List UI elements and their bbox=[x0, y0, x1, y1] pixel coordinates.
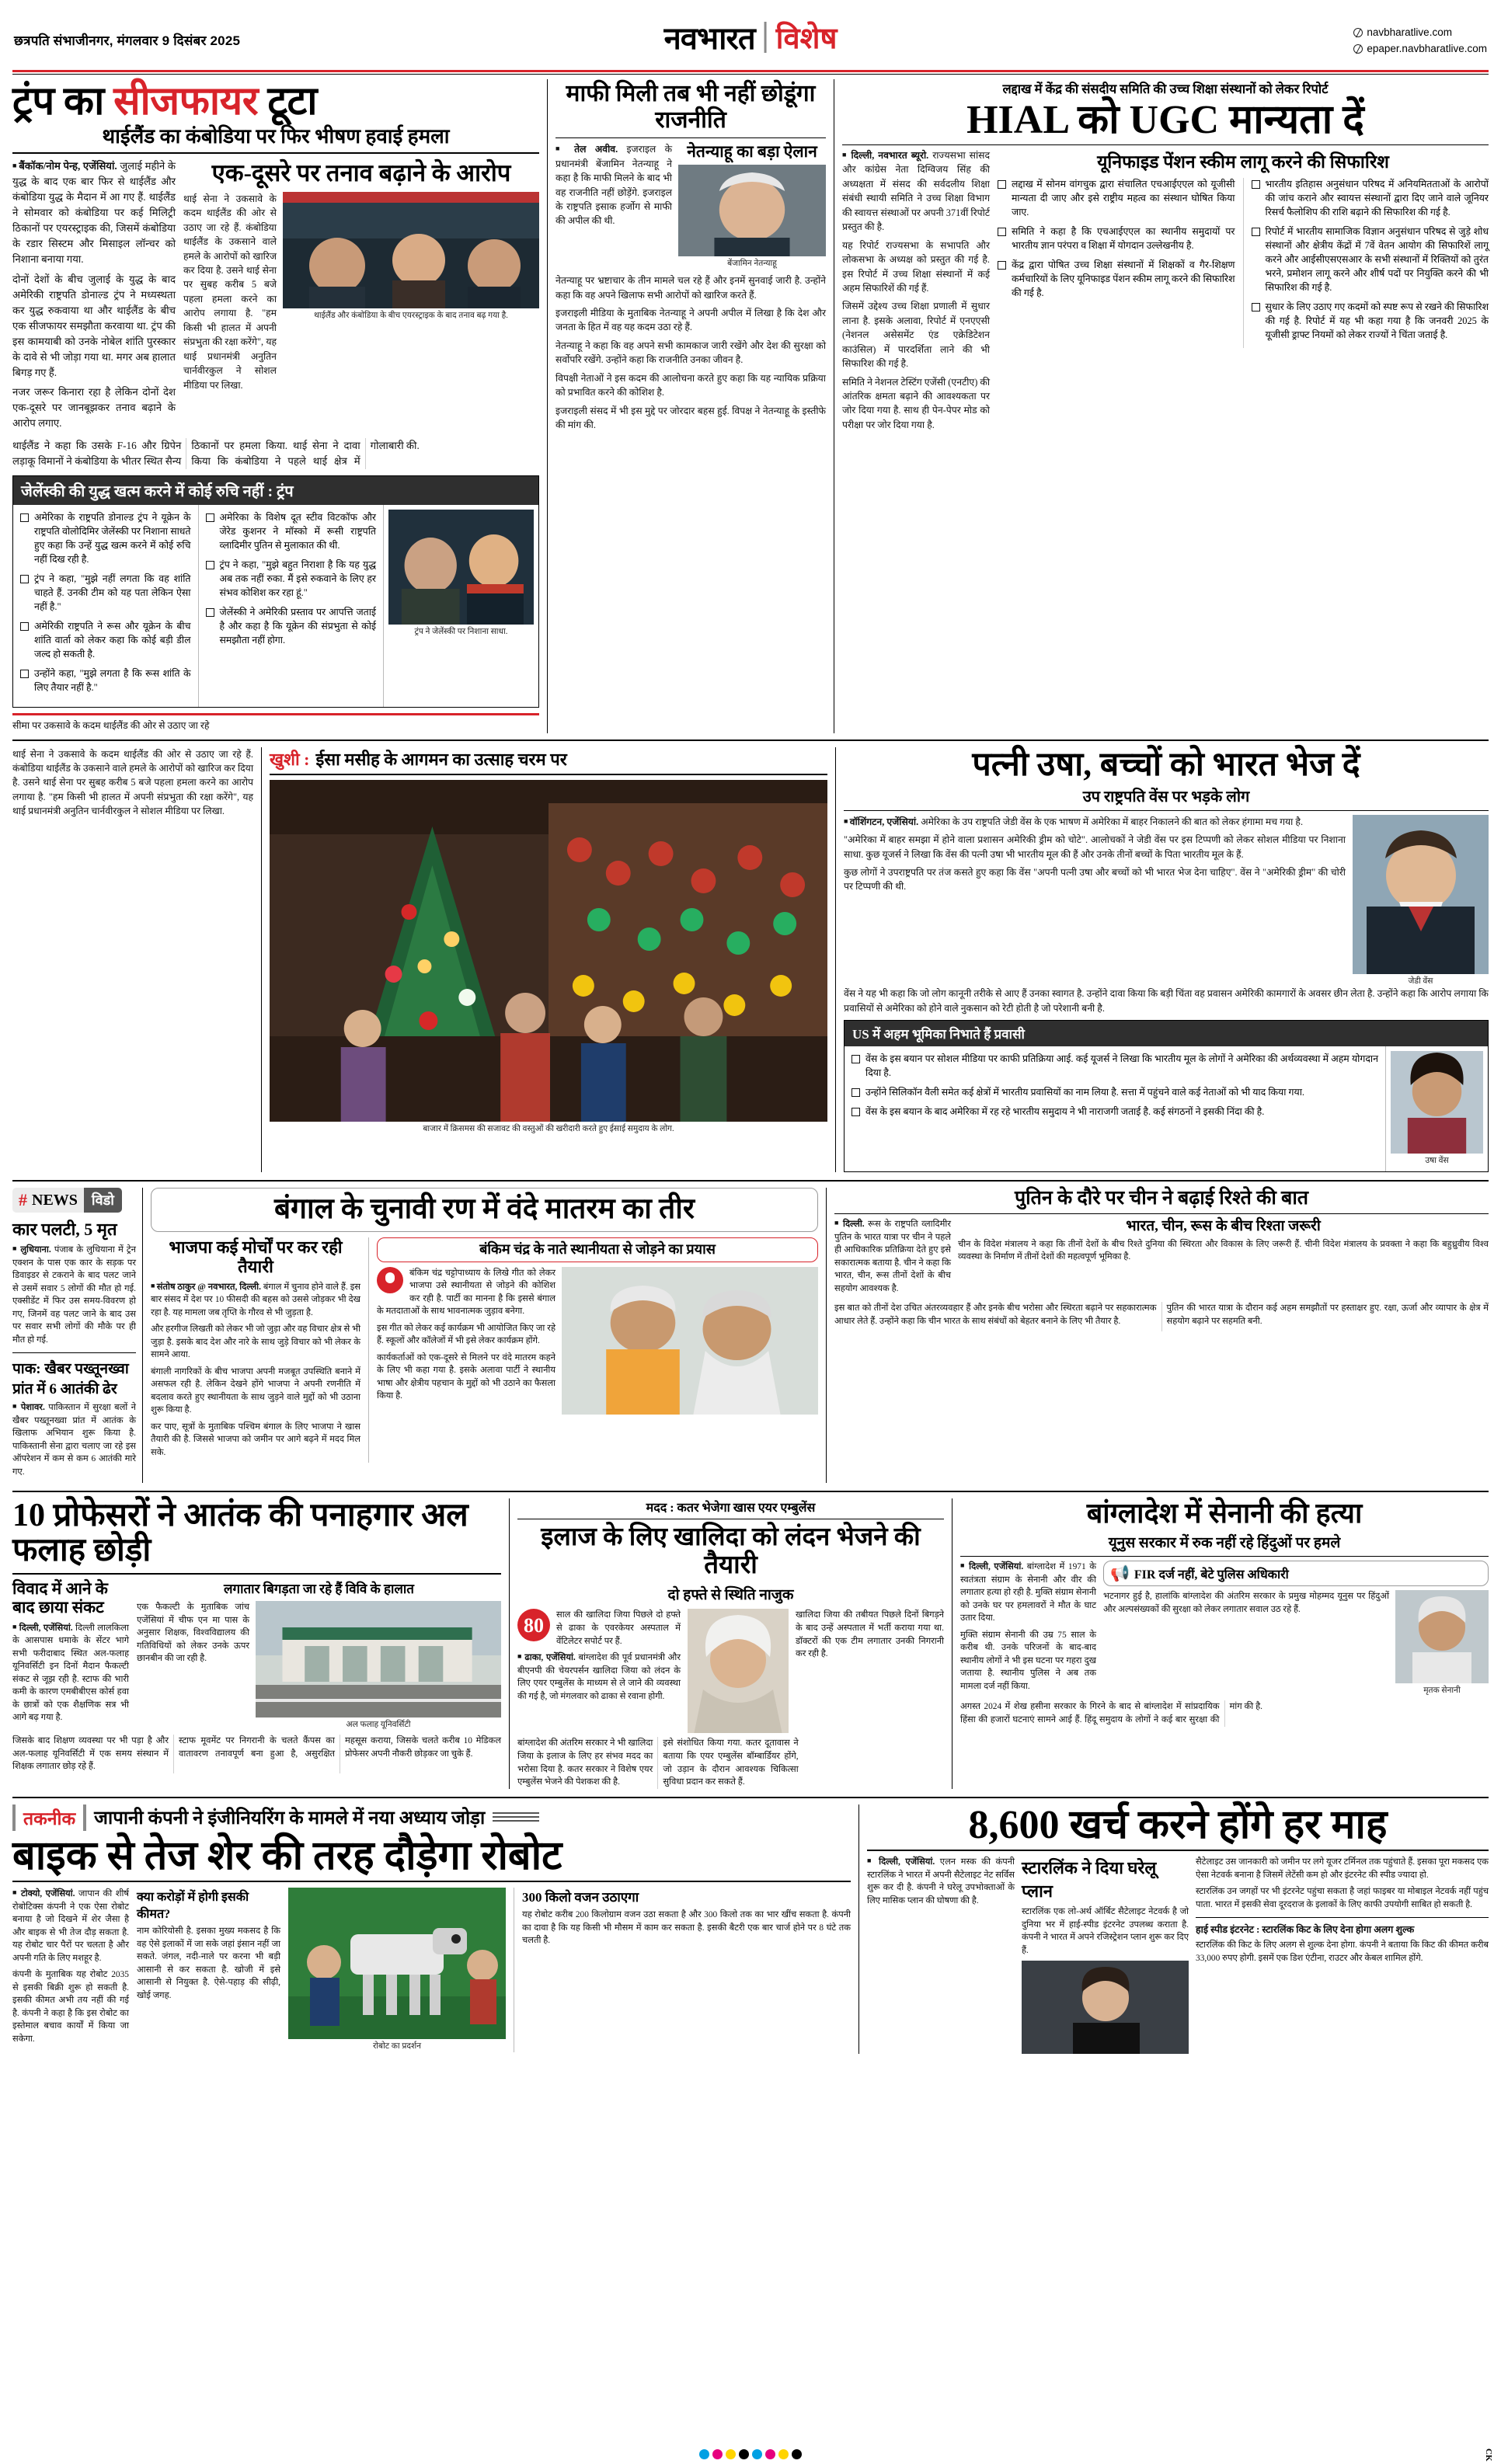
khalida-body-rest: बांग्लादेश की अंतरिम सरकार ने भी खालिदा जिया के इलाज के लिए हर संभव मदद का भरोसा दिया है. कतर सरकार ने विशेष एयर एम्बुलेंस भेजने की पेशकश की है. इसे संशोधित किया गया. कतर दूतावास ने बताया कि एयर एम्बुलेंस बॉम्बार्डियर होंगे, जो उड़ान के दौरान आवश्यक चिकित्सा सुविधा प्रदान कर सकते हैं. bbox=[517, 1738, 799, 1787]
alfalah-sub-right: लगातार बिगड़ता जा रहे हैं विवि के हालात bbox=[223, 1582, 414, 1597]
tech-label: तकनीक bbox=[12, 1804, 86, 1831]
bullet-item: समिति ने कहा है कि एचआईएएल का स्थानीय समुदायों पर भारतीय ज्ञान परंपरा व शिक्षा में योगदान उल्लेखनीय है. bbox=[998, 225, 1235, 253]
bullet-item: भारतीय इतिहास अनुसंधान परिषद में अनियमितताओं के आरोपों की जांच कराने और स्वायत्त संस्थानों द्वारा दिए जाने वाले जूनियर रिसर्च फैलोशिप की राशि बढ़ाने की सिफारिश की गई है. bbox=[1252, 178, 1489, 220]
bangladesh-box-title: FIR दर्ज नहीं, बेटे पुलिस अधिकारी bbox=[1134, 1568, 1289, 1582]
putin-story bbox=[827, 1188, 1489, 1482]
bangladesh-dateline: दिल्ली, एजेंसियां. bbox=[969, 1562, 1024, 1572]
usha-para-3: कुछ लोगों ने उपराष्ट्रपति पर तंज कसते हुए कहा कि वेंस "अपनी पत्नी उषा और बच्चों को भी भारत भेज देना चाहिए". वेंस ने "अमेरिकी ड्रीम" की चोरी पर टिप्पणी की थी. bbox=[844, 867, 1346, 893]
bengal-photo-modi bbox=[562, 1267, 818, 1415]
starlink-photo-musk bbox=[1022, 1961, 1189, 2054]
top-section bbox=[12, 79, 1489, 733]
usha-body-4-wrap bbox=[844, 987, 1489, 1015]
checkbox-icon bbox=[851, 1108, 860, 1116]
quote-number-badge: 80 bbox=[517, 1609, 550, 1641]
netanyahu-headline: माफी मिली तब भी नहीं छोडूंगा राजनीति bbox=[566, 81, 816, 133]
usha-story bbox=[836, 747, 1489, 1173]
bullet-item: ट्रंप ने कहा, "मुझे बहुत निराशा है कि यह युद्ध अब तक नहीं रुका. मैं इसे रुकवाने के लिए हर संभव कोशिश कर रहा हूं." bbox=[206, 559, 377, 600]
khalida-kicker: मदद : कतर भेजेगा खास एयर एम्बुलेंस bbox=[646, 1501, 816, 1515]
bullet-item: केंद्र द्वारा पोषित उच्च शिक्षा संस्थानों में शिक्षकों व गैर-शिक्षण कर्मचारियों के लिए यूनिफाइड पेंशन स्कीम लागू करने की सिफारिश की गई है. bbox=[998, 259, 1235, 301]
hial-story bbox=[834, 79, 1489, 733]
checkbox-icon bbox=[998, 228, 1006, 236]
checkbox-icon bbox=[20, 575, 29, 583]
masthead-title: नवभारत bbox=[663, 21, 755, 56]
usha-photo-caption: उषा वेंस bbox=[1425, 1157, 1449, 1166]
checkbox-icon bbox=[851, 1055, 860, 1063]
masthead-divider bbox=[764, 22, 767, 53]
bengal-headline: बंगाल के चुनावी रण में वंदे मातरम का तीर bbox=[274, 1193, 695, 1226]
usha-dateline: वॉशिंगटन, एजेंसियां. bbox=[849, 816, 919, 827]
bangladesh-sub: यूनुस सरकार में रुक नहीं रहे हिंदुओं पर हमले bbox=[1108, 1535, 1341, 1552]
lead-kicker: एक-दूसरे पर तनाव बढ़ाने के आरोप bbox=[211, 159, 511, 187]
netanyahu-photo-caption: बेंजामिन नेतन्याहू bbox=[727, 259, 777, 269]
khushi-headline: ईसा मसीह के आगमन का उत्साह चरम पर bbox=[315, 749, 567, 769]
usha-para-1: अमेरिका के उप राष्ट्रपति जेडी वेंस के एक भाषण में अमेरिका में बाहर निकालने की बात को लेकर हंगामा मच गया है. bbox=[921, 816, 1304, 827]
starlink-box-title: हाई स्पीड इंटरनेट : स्टारलिंक किट के लिए देना होगा अलग शुल्क bbox=[1196, 1924, 1415, 1936]
usha-para-2: "अमेरिका में बाहर समझा में होने वाला प्रशासन अमेरिकी ड्रीम को चोटे". आलोचकों ने जेडी वेंस पर इस टिप्पणी को लेकर सोशल मीडिया पर निशाना साधा. कुछ यूजर्स ने लिखा कि वेंस की पत्नी उषा भी भारतीय मूल की हैं और उनके तीनों बच्चों के पिता भारतीय मूल के हैं. bbox=[844, 834, 1346, 860]
alfalah-sub-left: विवाद में आने के बाद छाया संकट bbox=[12, 1579, 108, 1617]
starlink-body-right: सैटेलाइट उस जानकारी को जमीन पर लगे यूजर टर्मिनल तक पहुंचाते हैं. इसका पूरा मकसद एक ऐसा नेटवर्क बनाना है जिसमें लेटेंसी कम हो और इंटरनेट की स्पीड ज्यादा हो. स्टारलिंक उन जगहों पर भी इंटरनेट पहुंचा सकता है जहां फाइबर या मोबाइल नेटवर्क नहीं पहुंच पाता. भारत में इसकी सेवा दूरदराज के इलाकों के लिए काफी उपयोगी साबित हो सकती है. हाई स्पीड इंटरनेट : स्टारलिंक किट के लिए देना होगा अलग शुल्क स्टारलिंक की किट के लिए अलग से शुल्क देना होगा. कंपनी ने बताया कि किट की कीमत करीब 33,000 रुपए होगी. इसमें एक डिश एंटीना, राउटर और केबल शामिल होंगे. bbox=[1196, 1857, 1489, 1963]
hial-subhead: यूनिफाइड पेंशन स्कीम लागू करने की सिफारिश bbox=[1097, 152, 1389, 172]
vance-photo-wrap bbox=[1353, 815, 1489, 987]
masthead-red-rule bbox=[12, 70, 1489, 72]
netanyahu-para-2: नेतन्याहू पर भ्रष्टाचार के तीन मामले चल रहे हैं और इनमें सुनवाई जारी है. उन्होंने कहा कि वह अपने खिलाफ सभी आरोपों को खारिज करते हैं. bbox=[555, 275, 826, 301]
hash-icon: # bbox=[19, 1190, 27, 1210]
bullet-item: सुधार के लिए उठाए गए कदमों को स्पष्ट रूप से रखने की सिफारिश की गई है. रिपोर्ट में यह भी कहा गया है कि जनवरी 2025 के यूजीसी ड्राफ्ट नियमों को लेकर राज्यों ने चिंता जताई है. bbox=[1252, 301, 1489, 343]
bullet-item: लद्दाख में सोनम वांगचुक द्वारा संचालित एचआईएएल को यूजीसी मान्यता दी जाए और इसे राष्ट्रीय महत्व का संस्थान घोषित किया जाए. bbox=[998, 178, 1235, 220]
netanyahu-dateline: तेल अवीव. bbox=[574, 144, 618, 155]
bullet-item: वेंस के इस बयान पर सोशल मीडिया पर काफी प्रतिक्रिया आई. कई यूजर्स ने लिखा कि भारतीय मूल के लोगों ने अमेरिका की अर्थव्यवस्था में अहम योगदान दिया है. bbox=[851, 1053, 1378, 1081]
lead-body-tail bbox=[12, 747, 261, 1173]
zelensky-box-title: जेलेंस्की की युद्ध खत्म करने में कोई रुचि नहीं : ट्रंप bbox=[13, 476, 538, 505]
hial-topline: लद्दाख में केंद्र की संसदीय समिति की उच्च शिक्षा संस्थानों को लेकर रिपोर्ट bbox=[1002, 82, 1329, 96]
hial-bullets-right bbox=[1243, 178, 1489, 348]
megaphone-icon bbox=[377, 1267, 403, 1293]
hial-para-4: समिति ने नेशनल टेस्टिंग एजेंसी (एनटीए) की आंतरिक क्षमता बढ़ाने की आवश्यकता पर जोर दिया गया है. साथ ही पेन-पेपर मोड को परीक्षा पर जोर दिया गया है. bbox=[842, 376, 990, 430]
checkbox-icon bbox=[998, 261, 1006, 270]
middle-section bbox=[12, 740, 1489, 1173]
netanyahu-para-1: इजराइल के प्रधानमंत्री बेंजामिन नेतन्याहू ने कहा है कि माफी मिलने के बाद भी वह राजनीति नहीं छोड़ेंगे. इजराइल के राष्ट्रपति इसाक हर्जोग से माफी की अपील की थी. bbox=[555, 144, 673, 227]
robot-headline: बाइक से तेज शेर की तरह दौड़ेगा रोबोट bbox=[12, 1833, 562, 1878]
bengal-left-body: ■ संतोष ठाकुर @ नवभारत, दिल्ली. बंगाल में चुनाव होने वाले हैं. इस बार संसद में देश पर 10 फीसदी की बहस को उससे जोड़कर भी देख रहा है. यह मामला जब तृप्ति के गौरव से भी जुड़ता है. और हरगीज लिखती को लेकर भी जो जुड़ा और वह विचार क्षेत्र से भी जुड़ा है. इसके बाद देश और नारे के साथ जुड़े विचार को भी लेकर के सामने आया. बंगाली नागरिकों के बीच भाजपा अपनी मजबूत उपस्थिति बनाने में असफल रही है. लेकिन देखने होंगे भाजपा ने अपनी रणनीति में बदलाव करते हुए स्थानीयता के साथ जुड़ने वाले मुद्दों को भी उठाना शुरू किया है. कर पाए, सूत्रों के मुताबिक पश्चिम बंगाल के लिए भाजपा ने खास तैयारी की है. जिससे भाजपा को जमीन पर आगे बढ़ने में मदद मिल सके. bbox=[151, 1281, 360, 1460]
hial-right bbox=[998, 148, 1489, 436]
news-item-title: पाक: खैबर पख्तूनख्वा प्रांत में 6 आतंकी ढेर bbox=[12, 1361, 129, 1398]
lead-para-3: नजर जरूर किनारा रहा है लेकिन दोनों देश एक-दूसरे पर जानबूझकर तनाव बढ़ाने के आरोप लगाए. bbox=[12, 385, 176, 430]
hial-body-left bbox=[842, 148, 990, 436]
bottom-section bbox=[12, 1797, 1489, 2055]
lead-headline-part2: टूटा bbox=[258, 80, 317, 124]
hial-para-2: यह रिपोर्ट राज्यसभा के सभापति और लोकसभा के अध्यक्ष को प्रस्तुत की गई है. इस रिपोर्ट में उच्च शिक्षा संस्थानों में कई अहम सिफारिशें की गई हैं. bbox=[842, 239, 990, 294]
vance-photo-caption: जेडी वेंस bbox=[1408, 976, 1433, 986]
lead-subhead: थाईलैंड का कंबोडिया पर फिर भीषण हवाई हमला bbox=[102, 125, 450, 148]
robot-story bbox=[12, 1804, 859, 2055]
alfalah-body-mid: एक फैकल्टी के मुताबिक जांच एजेंसियां में चीफ एन मा पास के अनुसार शिक्षक, विश्वविद्यालय की गतिविधियों को लेकर उनके ऊपर छानबीन की जा रही है. bbox=[137, 1603, 249, 1664]
robot-dateline: टोक्यो, एजेंसियां. bbox=[20, 1889, 75, 1899]
zelensky-trump-photo bbox=[388, 510, 534, 625]
khushi-photo bbox=[270, 780, 827, 1122]
zelensky-bullets-left bbox=[13, 505, 198, 707]
starlink-sub: स्टारलिंक ने दिया घरेलू प्लान bbox=[1022, 1858, 1157, 1902]
masthead-links bbox=[1353, 25, 1487, 57]
checkbox-icon bbox=[20, 622, 29, 631]
red-divider bbox=[12, 713, 539, 715]
robot-q2: 300 किलो वजन उठाएगा यह रोबोट करीब 200 किलोग्राम वजन उठा सकता है और 300 किलो तक का भार खींच सकता है. कंपनी का दावा है कि यह किसी भी मौसम में काम कर सकता है. इसकी बैटरी एक बार चार्ज होने पर 8 घंटे तक चलती है. bbox=[514, 1888, 851, 2052]
khushi-label: खुशी : bbox=[270, 749, 310, 769]
alfalah-photo-caption: अल फलाह यूनिवर्सिटी bbox=[346, 1721, 411, 1730]
lead-tail-para: थाई सेना ने उकसावे के कदम थाईलैंड की ओर से उठाए जा रहे हैं. कंबोडिया थाईलैंड के उकसाने वाले हमले के आरोपों को खारिज कर दिया है. उसने थाई सेना पर सुबह करीब 5 बजे पहला हमला करने का आरोप लगाया है. "हम किसी भी हालत में अपनी संप्रभुता की रक्षा करेंगे", यह थाई प्रधानमंत्री अनुतिन चार्नवीरकुल ने सोशल मीडिया पर लिखा. bbox=[12, 748, 253, 817]
checkbox-icon bbox=[20, 513, 29, 522]
checkbox-icon bbox=[851, 1088, 860, 1097]
lead-tension-note bbox=[12, 719, 539, 733]
lead-headline bbox=[12, 82, 539, 122]
netanyahu-para-4: नेतन्याहू ने कहा कि वह अपने सभी कामकाज जारी रखेंगे और देश की सुरक्षा को सर्वोपरि रखेंगे. उन्होंने कहा कि राजनीति उनका जीवन है. bbox=[555, 339, 826, 366]
lead-photo-leaders bbox=[283, 192, 539, 308]
bullet-item: अमेरिका के राष्ट्रपति डोनाल्ड ट्रंप ने यूक्रेन के राष्ट्रपति वोलोदिमिर जेलेंस्की पर निशाना साधते हुए कहा कि उन्हें युद्ध खत्म करने में कोई रुचि नहीं दिख रही है. bbox=[20, 511, 191, 567]
lead-headline-highlight: सीजफायर bbox=[113, 80, 259, 124]
lead-story bbox=[12, 79, 547, 733]
row-three bbox=[12, 1491, 1489, 1789]
robot-kicker: जापानी कंपनी ने इंजीनियरिंग के मामले में नया अध्याय जोड़ा bbox=[94, 1808, 486, 1829]
alert-icon: 📢 bbox=[1110, 1565, 1130, 1583]
putin-dateline: दिल्ली. bbox=[843, 1220, 865, 1230]
footer-mark: CK bbox=[1484, 2448, 1493, 2461]
zelensky-box bbox=[12, 475, 539, 708]
netanyahu-para-6: इजराइली संसद में भी इस मुद्दे पर जोरदार बहस हुई. विपक्ष ने नेतन्याहू के इस्तीफे की मांग की. bbox=[555, 405, 826, 431]
starlink-dateline: दिल्ली, एजेंसियां. bbox=[879, 1857, 935, 1867]
bullet-item: जेलेंस्की ने अमेरिकी प्रस्ताव पर आपत्ति जताई है और कहा है कि यूक्रेन की संप्रभुता से कोई समझौता नहीं होगा. bbox=[206, 606, 377, 648]
bullet-item: उन्होंने कहा, "मुझे लगता है कि रूस शांति के लिए तैयार नहीं है." bbox=[20, 667, 191, 695]
lead-body-continued bbox=[12, 438, 539, 469]
masthead bbox=[12, 11, 1489, 68]
masthead-black-rule bbox=[12, 74, 1489, 75]
bengal-headline-box bbox=[151, 1188, 818, 1232]
khalida-body-right: खालिदा जिया की तबीयत पिछले दिनों बिगड़ने के बाद उन्हें अस्पताल में भर्ती कराया गया था. डॉक्टरों की एक टीम लगातार उनकी निगरानी कर रही है. bbox=[796, 1610, 944, 1659]
color-dots bbox=[699, 2449, 802, 2459]
robot-q2-title: 300 किलो वजन उठाएगा bbox=[522, 1890, 639, 1905]
alfalah-body-rest: जिसके बाद शिक्षण व्यवस्था पर भी पड़ा है और अल-फलाह यूनिवर्सिटी में एक समय संस्थान में शिक्षक लगातार छोड़ रहे हैं. स्टाफ मूवमेंट पर निगरानी के चलते कैंपस का वातावरण तनावपूर्ण बना हुआ है, असुरक्षित महसूस कराया, जिसके चलते करीब 10 मेडिकल प्रोफेसर अपनी नौकरी छोड़कर जा चुके हैं. bbox=[12, 1736, 501, 1772]
alfalah-body-left: ■ दिल्ली, एजेंसियां. दिल्ली लालकिला के आसपास धमाके के सेंटर भागे सभी फरीदाबाद स्थित अल-फलाह यूनिवर्सिटी इन दिनों मैदान फैकल्टी संकट से जूझ रही है. स्टाफ की भारी कमी के कारण एमबीबीएस कोर्स हवा के छात्रों को एक शैक्षणिक सत्र भी आगे बढ़ गया है. bbox=[12, 1622, 129, 1724]
khushi-photo-story bbox=[261, 747, 836, 1173]
usha-body bbox=[844, 815, 1346, 987]
khalida-dateline: ढाका, एजेंसियां. bbox=[524, 1653, 576, 1663]
starlink-body-left: ■ दिल्ली, एजेंसियां. एलन मस्क की कंपनी स्टारलिंक ने भारत में अपनी सैटेलाइट नेट सर्विस शुरू कर दी है. कंपनी ने घरेलू उपभोक्ताओं के लिए मासिक प्लान की घोषणा की है. bbox=[867, 1856, 1015, 2054]
hial-para-3: जिसमें उद्देश्य उच्च शिक्षा प्रणाली में सुधार लाना है. इसके अलावा, रिपोर्ट में एनएएसी (नेशनल असेसमेंट एंड एक्रेडिटेशन काउंसिल) में पारदर्शिता लाने की भी सिफारिश की गई है. bbox=[842, 301, 990, 370]
video-label: विडो bbox=[84, 1188, 122, 1213]
lead-para-2: दोनों देशों के बीच जुलाई के युद्ध के बाद अमेरिकी राष्ट्रपति डोनाल्ड ट्रंप ने मध्यस्थता कर युद्ध रुकवाया था और थाईलैंड के बीच एक सीजफायर समझौता करवाया था. ट्रंप की इस कामयाबी को उनके नोबेल शांति पुरस्कार के दावे से भी जोड़ा गया था. मगर अब हालात बिगड़ गए हैं. bbox=[12, 273, 176, 378]
bengal-left-sub: भाजपा कई मोर्चों पर कर रही तैयारी bbox=[169, 1237, 343, 1277]
lead-para-4: थाई सेना ने उकसावे के कदम थाईलैंड की ओर से उठाए जा रहे हैं. कंबोडिया थाईलैंड के उकसाने वाले हमले के आरोपों को खारिज कर दिया है. उसने थाई सेना पर सुबह करीब 5 बजे पहला हमला करने का आरोप लगाया है. "हम किसी भी हालत में अपनी संप्रभुता की रक्षा करेंगे", यह थाई प्रधानमंत्री अनुतिन चार्नवीरकुल ने सोशल मीडिया पर लिखा. bbox=[183, 193, 277, 391]
hial-headline: HIAL को UGC मान्यता दें bbox=[966, 98, 1364, 142]
alfalah-dateline: दिल्ली, एजेंसियां. bbox=[19, 1623, 73, 1633]
usha-para-4: वेंस ने यह भी कहा कि जो लोग कानूनी तरीके से आए हैं उनका स्वागत है. उन्होंने दावा किया कि बड़ी चिंता वह प्रवासन अमेरिकी कामगारों के अवसर छीन लेता है. उन्होंने कहा कि आरोप लगाया कि प्रवासियों से अमेरिका को होने वाले नुकसान को रेटी होती है जो परेशानी बनी है. bbox=[844, 988, 1489, 1014]
checkbox-icon bbox=[998, 180, 1006, 189]
bullet-item: ट्रंप ने कहा, "मुझे नहीं लगता कि वह शांति चाहते हैं. उनकी टीम को यह पता लेकिन ऐसा नहीं है." bbox=[20, 572, 191, 614]
lead-headline-part1: ट्रंप का bbox=[12, 80, 114, 124]
bullet-item: अमेरिकी राष्ट्रपति ने रूस और यूक्रेन के बीच शांति वार्ता को लेकर कहा कि कोई बड़ी डील जल्द हो सकती है. bbox=[20, 620, 191, 662]
robot-photo bbox=[288, 1888, 506, 2039]
robot-photo-caption: रोबोट का प्रदर्शन bbox=[372, 2042, 422, 2052]
news-label: NEWS bbox=[32, 1191, 78, 1209]
globe-icon bbox=[1353, 44, 1363, 54]
vance-photo bbox=[1353, 815, 1489, 974]
starlink-headline: 8,600 खर्च करने होंगे हर माह bbox=[968, 1802, 1388, 1847]
checkbox-icon bbox=[206, 561, 214, 569]
netanyahu-para-5: विपक्षी नेताओं ने इस कदम की आलोचना करते हुए कहा कि यह न्यायिक प्रक्रिया को प्रभावित करने की कोशिश है. bbox=[555, 372, 826, 398]
bangladesh-body-rest: अगस्त 2024 में शेख हसीना सरकार के गिरने के बाद से बांग्लादेश में सांप्रदायिक हिंसा की हजारों घटनाएं सामने आई हैं. हिंदू समुदाय के लोगों ने कई बार सुरक्षा की मांग की है. bbox=[960, 1702, 1262, 1724]
news-item-title: कार पलटी, 5 मृत bbox=[12, 1220, 117, 1240]
checkbox-icon bbox=[1252, 228, 1260, 236]
robot-body-left: ■ टोक्यो, एजेंसियां. जापान की शीर्ष रोबोटिक्स कंपनी ने एक ऐसा रोबोट बनाया है जो दिखने में शेर जैसा है और बाइक से भी तेज दौड़ सकता है. यह रोबोट चार पैरों पर चलता है और अपनी गति के लिए मशहूर है. कंपनी के मुताबिक यह रोबोट 2035 से इसकी बिक्री शुरू हो सकती है. इसकी कीमत अभी तय नहीं की गई है. कंपनी ने कहा है कि इस रोबोट का इस्तेमाल बचाव कार्यों में किया जा सकेगा. bbox=[12, 1888, 129, 2052]
footer-registration-marks bbox=[0, 2449, 1501, 2459]
news-strip-section bbox=[12, 1180, 1489, 1482]
bangladesh-body-left: ■ दिल्ली, एजेंसियां. बांग्लादेश में 1971 के स्वतंत्रता संग्राम के सेनानी और वीर की लगातार हत्या हो रही है. मुक्ति संग्राम सेनानी को उनके घर पर हमलावरों ने मौत के घाट उतार दिया. मुक्ति संग्राम सेनानी की उम्र 75 साल के करीब थी. उनके परिजनों के बाद-बाद स्थानीय लोगों ने भी इस घटना पर गहरा दुख जताया है. स्थानीय पुलिस ने अब तक मामला दर्ज नहीं किया. bbox=[960, 1561, 1096, 1697]
putin-body-2: चीन के विदेश मंत्रालय ने कहा कि तीनों देशों के बीच रिश्ते दुनिया की स्थिरता और विकास के लिए जरूरी हैं. चीनी विदेश मंत्रालय के प्रवक्ता ने कहा कि बहुध्रुवीय विश्व व्यवस्था के निर्माण में तीनों देशों की महत्वपूर्ण भूमिका है. bbox=[958, 1239, 1489, 1262]
khalida-story bbox=[510, 1498, 952, 1789]
netanyahu-para-3: इजराइली मीडिया के मुताबिक नेतन्याहू ने अपनी अपील में लिखा है कि देश और जनता के हित में वह यह कदम उठा रहे हैं. bbox=[555, 307, 826, 333]
usha-subhead: उप राष्ट्रपति वेंस पर भड़के लोग bbox=[1082, 788, 1250, 806]
zelensky-bullets-mid bbox=[198, 505, 384, 707]
checkbox-icon bbox=[20, 670, 29, 678]
stripe-decoration-icon bbox=[493, 1812, 539, 1823]
khalida-photo bbox=[688, 1609, 789, 1733]
lead-para-1: जुलाई महीने के युद्ध के बाद एक बार फिर से थाईलैंड और कंबोडिया युद्ध के मैदान में आ गए हैं. थाईलैंड ने सोमवार को कंबोडिया पर कई मिलिट्री ठिकानों पर एयरस्ट्राइक की, जिसमें कंबोडिया के रडार सिस्टम और मिसाइल लॉन्चर को निशाना बनाया गया. bbox=[12, 160, 176, 266]
bangladesh-story bbox=[952, 1498, 1489, 1789]
netanyahu-kicker: नेतन्याहू का बड़ा ऐलान bbox=[687, 142, 817, 162]
globe-icon bbox=[1353, 28, 1363, 37]
khalida-sub: दो हफ्ते से स्थिति नाजुक bbox=[667, 1587, 794, 1604]
news-item-body: ■ पेशावर. पाकिस्तान में सुरक्षा बलों ने खैबर पख्तूनख्वा प्रांत में आतंक के खिलाफ अभियान शुरू किया है. पाकिस्तानी सेना द्वारा चलाए जा रहे इस ऑपरेशन में कम से कम 6 आतंकी मारे गए. bbox=[12, 1401, 136, 1478]
alfalah-story bbox=[12, 1498, 510, 1789]
website-link[interactable]: navbharatlive.com bbox=[1367, 26, 1452, 38]
bengal-right-sub: बंकिम चंद्र के नाते स्थानीयता से जोड़ने का प्रयास bbox=[479, 1241, 716, 1257]
netanyahu-body-left bbox=[555, 142, 672, 270]
checkbox-icon bbox=[1252, 180, 1260, 189]
usha-box-title: US में अहम भूमिका निभाते हैं प्रवासी bbox=[845, 1021, 1488, 1046]
epaper-link[interactable]: epaper.navbharatlive.com bbox=[1367, 42, 1487, 54]
bullet-item: रिपोर्ट में भारतीय सामाजिक विज्ञान अनुसंधान परिषद से जुड़े शोध संस्थानों और क्षेत्रीय केंद्रों में 7वें वेतन आयोग की सिफारिशें लागू करने और आईसीएसएसआर के सभी संस्थानों में रिक्तियों को तुरंत भरने, प्रमोशन लागू करने और शीर्ष पदों पर नियुक्ति करने की भी सिफारिश की गई है. bbox=[1252, 225, 1489, 295]
robot-q1-title: क्या करोड़ों में होगी इसकी कीमत? bbox=[137, 1891, 249, 1922]
masthead-subtitle: विशेष bbox=[775, 22, 838, 55]
putin-body-left: ■ दिल्ली. रूस के राष्ट्रपति व्लादिमीर पुतिन के भारत यात्रा पर चीन ने पहले ही आधिकारिक प्रतिक्रिया देते हुए इसे सकारात्मक बताया है. चीन ने कहा कि भारत, चीन, रूस तीनों देशों के बीच सहयोग आवश्यक है. bbox=[834, 1218, 951, 1299]
bangladesh-body-mid: भटनागर हुई है, हालांकि बांग्लादेश की अंतरिम सरकार के प्रमुख मोहम्मद यूनुस पर हिंदुओं और अल्पसंख्यकों की सुरक्षा को लेकर लगातार सवाल उठ रहे हैं. bbox=[1103, 1592, 1389, 1614]
bangladesh-photo bbox=[1395, 1590, 1489, 1683]
usha-photo bbox=[1391, 1051, 1483, 1154]
netanyahu-story bbox=[547, 79, 834, 733]
lead-dateline: बैंकॉक/नोम पेन्ह, एजेंसियां. bbox=[19, 160, 117, 172]
alfalah-headline: 10 प्रोफेसरों ने आतंक की पनाहगार अल फलाह छोड़ी bbox=[12, 1497, 468, 1568]
khalida-quote-block: 80 साल की खालिदा जिया पिछले दो हफ्ते से ढाका के एवरकेयर अस्पताल में वेंटिलेटर सपोर्ट पर हैं. ■ ढाका, एजेंसियां. बांग्लादेश की पूर्व प्रधानमंत्री और बीएनपी की चेयरपर्सन खालिदा जिया को लंदन के लिए एयर एम्बुलेंस के माध्यम से ले जाने की व्यवस्था की गई है, जो मंगलवार को ढाका से रवाना होगी. bbox=[517, 1609, 681, 1733]
robot-q1: क्या करोड़ों में होगी इसकी कीमत? नाम कोरियोसी है. इसका मुख्य मकसद है कि वह ऐसे इलाकों में जा सके जहां इंसान नहीं जा सकते. जंगल, नदी-नाले पर करना भी बड़ी आसानी से कर सकता है. खोजी में इसे आसानी से नियुक्त है. ऐसे-पहाड़ की सीढ़ी, खोई जगह. bbox=[137, 1888, 280, 2052]
news-video-column bbox=[12, 1188, 143, 1482]
netanyahu-photo bbox=[678, 165, 826, 256]
hial-dateline: दिल्ली, नवभारत ब्यूरो. bbox=[851, 150, 929, 161]
starlink-story: 8,600 खर्च करने होंगे हर माह ■ दिल्ली, एजेंसियां. एलन मस्क की कंपनी स्टारलिंक ने भारत में अपनी सैटेलाइट नेट सर्विस शुरू कर दी है. कंपनी ने घरेलू उपभोक्ताओं के लिए मासिक प्लान की घोषणा की है. स्टारलिंक ने दिया घरेलू प्लान स्टारलिंक एक लो-अर्थ ऑर्बिट सैटेलाइट नेटवर्क है जो दुनिया भर में हाई-स्पीड इंटरनेट उपलब्ध कराता है. कंपनी ने भारत में अपने रजिस्ट्रेशन प्लान शुरू कर दिए हैं. सैटेलाइट उस जानकारी को जमीन पर लगे यूजर टर्मिनल तक पहुंचाते हैं. इसका पूरा मकसद एक ऐसा नेटवर्क बनाना है जिसमें लेटेंसी कम हो और इंटरनेट की स्पीड ज्यादा हो. स्टारलिंक उन जगहों पर भी इंटरनेट पहुंचा सकता है जहां फाइबर या मोबाइल नेटवर्क नहीं पहुंच पाता. भारत में इसकी सेवा दूरदराज के इलाकों के लिए काफी उपयोगी साबित हो सकती है. हाई स्पीड इंटरनेट : स्टारलिंक किट के लिए देना होगा अलग शुल्क स्टारलिंक की किट के लिए अलग से शुल्क देना होगा. कंपनी ने बताया कि किट की कीमत करीब 33,000 रुपए होगी. इसमें एक डिश एंटीना, राउटर और केबल शामिल होंगे. bbox=[859, 1804, 1489, 2055]
bengal-right-body: बंकिम चंद्र चट्टोपाध्याय के लिखे गीत को लेकर भाजपा उसे स्थानीयता से जोड़ने की कोशिश कर रही है. पार्टी का मानना है कि इससे बंगाल के मतदाताओं के साथ भावनात्मक जुड़ाव बनेगा. इस गीत को लेकर कई कार्यक्रम भी आयोजित किए जा रहे हैं. स्कूलों और कॉलेजों में भी इसे लेकर कार्यक्रम होंगे. कार्यकर्ताओं को एक-दूसरे से मिलने पर वंदे मातरम कहने के लिए भी कहा गया है. इसके अलावा पार्टी ने स्थानीय भाषा और क्षेत्रीय पहचान के मुद्दों को भी उठाने का फैसला किया है. bbox=[377, 1268, 555, 1401]
usha-box bbox=[844, 1020, 1489, 1172]
usha-box-bullets bbox=[845, 1046, 1385, 1171]
lead-tension-text: सीमा पर उकसावे के कदम थाईलैंड की ओर से उठाए जा रहे bbox=[12, 720, 210, 732]
bengal-dateline: संतोष ठाकुर @ नवभारत, दिल्ली. bbox=[156, 1282, 261, 1292]
khalida-headline: इलाज के लिए खालिदा को लंदन भेजने की तैयारी bbox=[541, 1523, 921, 1580]
usha-photo-wrap bbox=[1385, 1046, 1488, 1171]
checkbox-icon bbox=[206, 608, 214, 617]
edition-dateline: छत्रपति संभाजीनगर, मंगलवार 9 दिसंबर 2025 bbox=[14, 33, 241, 48]
checkbox-icon bbox=[206, 513, 214, 522]
news-video-tag[interactable] bbox=[12, 1188, 122, 1213]
bengal-story bbox=[143, 1188, 827, 1482]
lead-right-block bbox=[183, 158, 539, 435]
zelensky-photo-wrap bbox=[383, 505, 538, 707]
alfalah-photo bbox=[256, 1601, 501, 1717]
checkbox-icon bbox=[1252, 303, 1260, 311]
bangladesh-headline: बांग्लादेश में सेनानी की हत्या bbox=[1086, 1497, 1363, 1529]
bangladesh-photo-caption: मृतक सेनानी bbox=[1423, 1686, 1461, 1696]
hial-bullets-left bbox=[998, 178, 1235, 348]
khushi-photo-caption: बाजार में क्रिसमस की सजावट की वस्तुओं की खरीदारी करते हुए ईसाई समुदाय के लोग. bbox=[423, 1124, 674, 1133]
masthead-logo bbox=[664, 16, 838, 58]
lead-photo-caption: थाईलैंड और कंबोडिया के बीच एयरस्ट्राइक के बाद तनाव बढ़ गया है. bbox=[314, 311, 508, 320]
bullet-item: उन्होंने सिलिकॉन वैली समेत कई क्षेत्रों में भारतीय प्रवासियों का नाम लिया है. सत्ता में पहुंचने वाले कई नेताओं को भी याद किया गया. bbox=[851, 1086, 1378, 1100]
zelensky-photo-caption: ट्रंप ने जेलेंस्की पर निशाना साधा. bbox=[414, 628, 508, 637]
putin-kicker: भारत, चीन, रूस के बीच रिश्ता जरूरी bbox=[1126, 1218, 1321, 1235]
lead-body-left bbox=[12, 158, 176, 435]
putin-body-rest: इस बात को तीनों देश उचित अंतरव्यवहार हैं और इनके बीच भरोसा और स्थिरता बढ़ाने पर सहकारात्मक आधार लेते हैं. उन्होंने कहा कि चीन भारत के साथ संबंधों को बेहतर बनाने के लिए भी तैयार है. पुतिन की भारत यात्रा के दौरान कई अहम समझौतों पर हस्ताक्षर हुए. रक्षा, ऊर्जा और व्यापार के क्षेत्र में सहयोग बढ़ाने पर सहमति बनी. bbox=[834, 1303, 1489, 1326]
usha-headline: पत्नी उषा, बच्चों को भारत भेज दें bbox=[972, 746, 1360, 783]
bullet-item: वेंस के इस बयान के बाद अमेरिका में रह रहे भारतीय समुदाय ने भी नाराजगी जताई है. कई संगठनों ने इसकी निंदा की है. bbox=[851, 1105, 1378, 1119]
putin-headline: पुतिन के दौरे पर चीन ने बढ़ाई रिश्ते की बात bbox=[1014, 1188, 1309, 1209]
lead-para-5: थाईलैंड ने कहा कि उसके F-16 और ग्रिपेन लड़ाकू विमानों ने कंबोडिया के भीतर स्थित सैन्य ठिकानों पर हमला किया. थाई सेना ने दावा किया कि कंबोडिया ने पहले थाई क्षेत्र में गोलाबारी की. bbox=[12, 440, 420, 468]
netanyahu-body-rest bbox=[555, 273, 826, 432]
hial-para-1: राज्यसभा सांसद और कांग्रेस नेता दिग्विजय सिंह की अध्यक्षता में संसद की सर्वदलीय शिक्षा संबंधी स्थायी समिति ने उच्च शिक्षा विभाग की स्वायत्त संस्थाओं पर अपनी 371वीं रिपोर्ट प्रस्तुत की है. bbox=[842, 150, 991, 233]
bullet-item: अमेरिका के विशेष दूत स्टीव विटकॉफ और जेरेड कुशनर ने मॉस्को में रूसी राष्ट्रपति व्लादिमीर पुतिन से मुलाकात की थी. bbox=[206, 511, 377, 553]
news-item-body: ■ लुधियाना. पंजाब के लुधियाना में ट्रेन एक्शन के पास एक कार के सड़क पर डिवाइडर से टकराने के बाद पलट जाने से उसमें सवार 5 लोगों की मौत हो गई. एक्सीडेंट में फिर उस समय-विवरण हो गए, जिनमें वह पलट जाने के बाद उस पर सवार सभी लोगों की मौके पर ही मौत हो गई. bbox=[12, 1244, 136, 1346]
khalida-quote-text: साल की खालिदा जिया पिछले दो हफ्ते से ढाका के एवरकेयर अस्पताल में वेंटिलेटर सपोर्ट पर हैं. bbox=[556, 1610, 681, 1646]
